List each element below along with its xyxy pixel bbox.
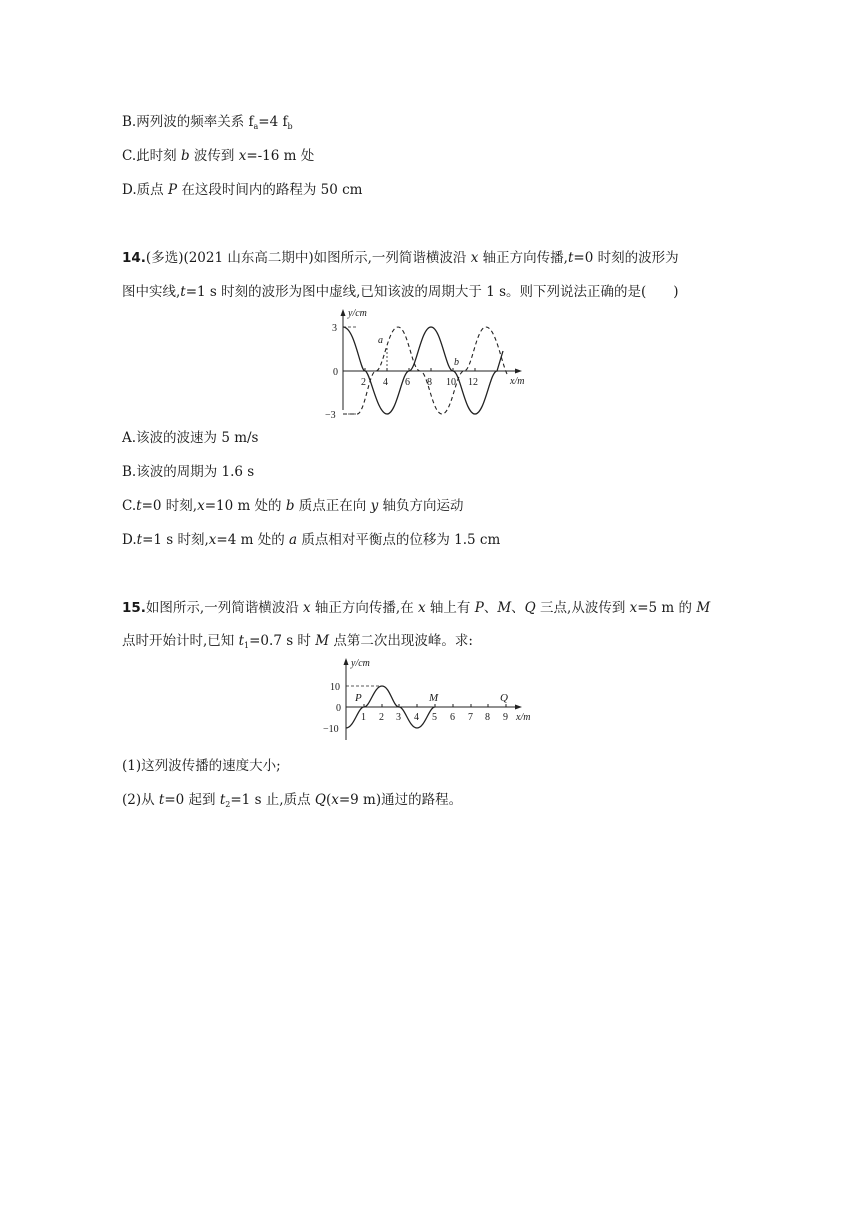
q14-option-d: D.t=1 s 时刻,x=4 m 处的 a 质点相对平衡点的位移为 1.5 cm <box>122 532 501 548</box>
q15-wave-figure <box>322 654 542 748</box>
q14-option-c: C.t=0 时刻,x=10 m 处的 b 质点正在向 y 轴负方向运动 <box>122 498 464 514</box>
q15-ytick-0: 0 <box>336 703 341 714</box>
q15-ytick-10: 10 <box>330 682 340 693</box>
q14-ytick-3: 3 <box>332 323 337 334</box>
q15-xtick-4: 4 <box>414 712 419 723</box>
q14-xtick-10: 10 <box>446 377 456 388</box>
q15-stem-line1 <box>122 598 710 618</box>
q14-number: 14. <box>122 250 146 266</box>
q14-xlabel: x/m <box>510 376 525 387</box>
q14-wave-figure <box>322 306 534 426</box>
q14-xtick-2: 2 <box>361 377 366 388</box>
q15-x-axis-arrow <box>515 705 522 710</box>
q14-xtick-12: 12 <box>468 377 478 388</box>
q15-point-P: P <box>355 692 362 704</box>
q15-y-axis-arrow <box>344 658 349 665</box>
q14-ytick-minus3: −3 <box>325 410 336 421</box>
q15-xtick-2: 2 <box>379 712 384 723</box>
q14-option-b: B.该波的周期为 1.6 s <box>122 464 255 480</box>
q15-sub-question-1: (1)这列波传播的速度大小; <box>122 758 281 774</box>
q13-option-b: B.两列波的频率关系 $f_a=4$ $f_b$ <box>122 114 293 131</box>
q14-x-axis-arrow <box>515 369 522 374</box>
q14-ylabel: y/cm <box>348 308 367 319</box>
q14-xtick-6: 6 <box>405 377 410 388</box>
q14-point-b: b <box>454 357 459 368</box>
q14-stem-text1: (多选)(2021 山东高二期中)如图所示,一列简谐横波沿 x 轴正方向传播,t=0 时刻的波形为 <box>145 250 679 266</box>
q13-option-d: D.质点 P 在这段时间内的路程为 50 cm <box>122 182 363 198</box>
q14-xtick-8: 8 <box>427 377 432 388</box>
q14-option-a: A.该波的波速为 5 m/s <box>122 430 259 446</box>
q15-xtick-6: 6 <box>450 712 455 723</box>
q14-stem-line2: 图中实线,t=1 s 时刻的波形为图中虚线,已知该波的周期大于 1 s。则下列说法正确的是( ) <box>122 284 679 300</box>
q15-xtick-3: 3 <box>396 712 401 723</box>
q15-ylabel: y/cm <box>351 658 370 669</box>
q15-xtick-8: 8 <box>485 712 490 723</box>
q15-xtick-7: 7 <box>468 712 473 723</box>
q15-xtick-1: 1 <box>361 712 366 723</box>
q14-point-a: a <box>378 335 383 346</box>
q15-number: 15. <box>122 600 146 616</box>
q14-y-axis-arrow <box>341 309 346 316</box>
q13-option-c: C.此时刻 b 波传到 x=-16 m 处 <box>122 148 315 164</box>
q15-point-M: M <box>429 692 439 704</box>
q15-stem-text1: 如图所示,一列简谐横波沿 x 轴正方向传播,在 x 轴上有 P、M、Q 三点,从波传到 x=5 m 的 M <box>145 600 711 616</box>
q15-xlabel: x/m <box>516 712 531 723</box>
q14-xtick-4: 4 <box>383 377 388 388</box>
q15-xtick-9: 9 <box>503 712 508 723</box>
q15-stem-line2: 点时开始计时,已知 $t_1=0.7$ s 时 M 点第二次出现波峰。求: <box>122 633 473 650</box>
q15-xtick-5: 5 <box>432 712 437 723</box>
q15-point-Q: Q <box>500 692 508 704</box>
q14-stem-line1 <box>122 248 679 268</box>
q14-ytick-0: 0 <box>333 367 338 378</box>
q15-sub-question-2: (2)从 t=0 起到 $t_2=1$ s 止,质点 Q(x=9 m)通过的路程。 <box>122 792 463 809</box>
q15-ytick-minus10: −10 <box>323 724 339 735</box>
